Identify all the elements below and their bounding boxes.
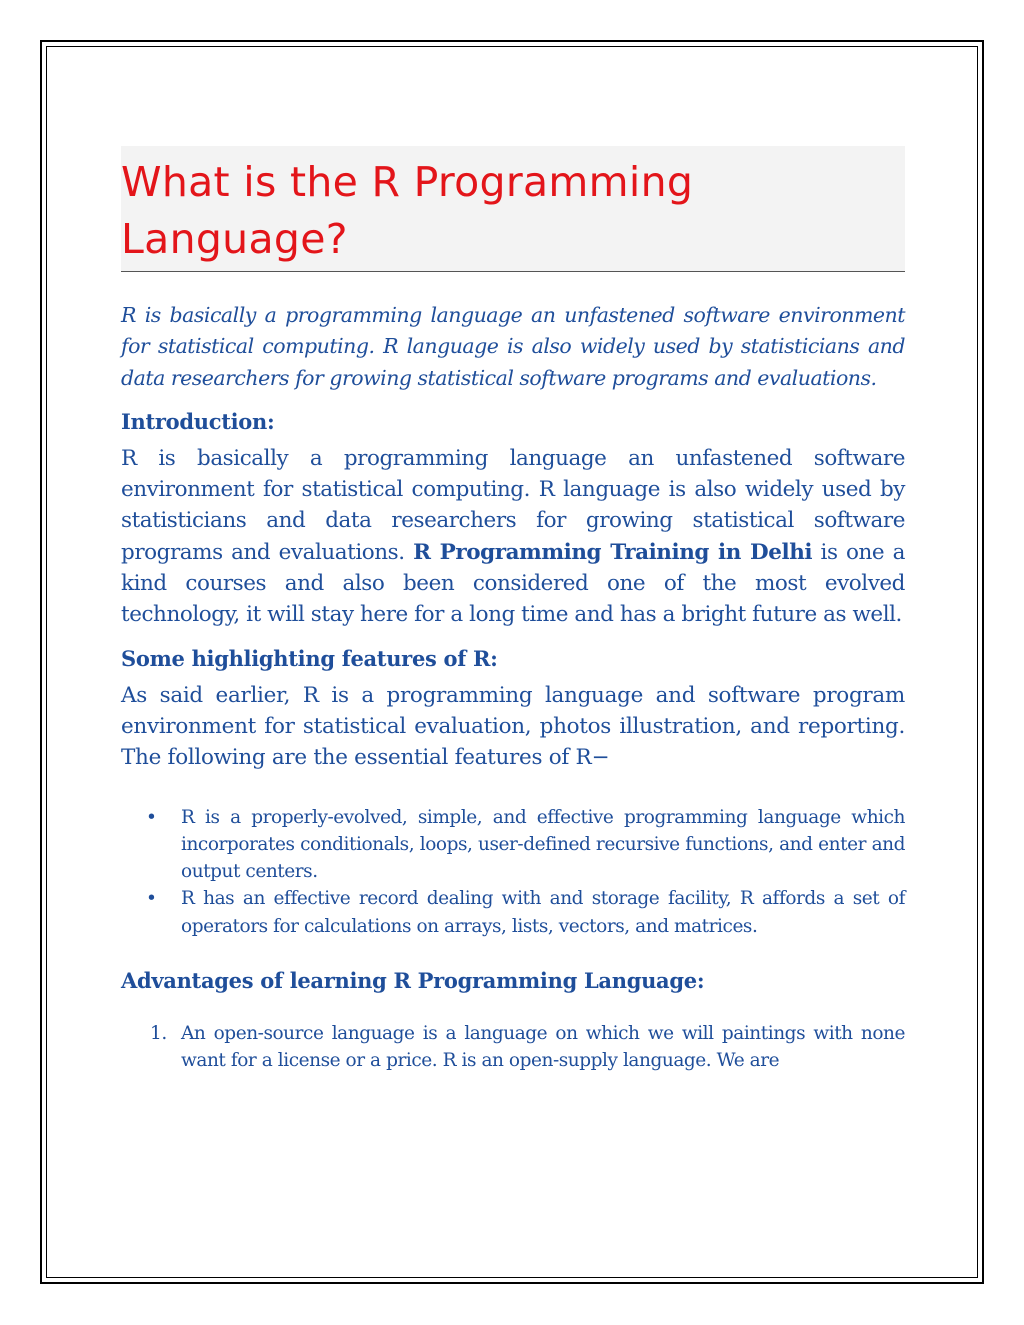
bullet-icon: • bbox=[146, 888, 157, 910]
introduction-heading: Introduction: bbox=[121, 408, 275, 434]
list-item bbox=[121, 885, 905, 940]
page-title: What is the R Programming Language? bbox=[121, 158, 694, 263]
intro-italic-paragraph: R is basically a programming language an unfastened software environment for statistical computing. R language is also widely used by statisticians and data researchers for growing statistical software programs and evaluations. bbox=[121, 303, 905, 390]
features-paragraph: As said earlier, R is a programming language and software program environment for statistical evaluation, photos illustration, and reporting. The following are the essential features of R− bbox=[121, 682, 905, 771]
title-box bbox=[121, 146, 905, 272]
introduction-text-after: is one a kind courses and also been considered one of the most evolved technology, it will stay here for a long time and has a bright future as well. bbox=[121, 539, 906, 628]
bullet-icon: • bbox=[146, 806, 157, 828]
advantages-heading: Advantages of learning R Programming Language: bbox=[121, 968, 705, 994]
list-item-text: R has an effective record dealing with and storage facility, R affords a set of operators for calculations on arrays, lists, vectors, and matrices. bbox=[181, 888, 905, 937]
features-heading: Some highlighting features of R: bbox=[121, 645, 498, 671]
list-number: 1. bbox=[150, 1023, 167, 1045]
advantages-list bbox=[121, 1020, 905, 1075]
document-content bbox=[121, 146, 905, 1075]
list-item bbox=[121, 804, 905, 886]
training-link[interactable]: R Programming Training in Delhi bbox=[413, 539, 813, 565]
introduction-paragraph bbox=[121, 443, 905, 631]
list-item-text: An open-source language is a language on which we will paintings with none want for a license or a price. R is an open-supply language. We are bbox=[181, 1023, 905, 1072]
list-item bbox=[121, 1020, 905, 1075]
introduction-text-before: R is basically a programming language an unfastened software environment for statistical computing. R language is also widely used by statisticians and data researchers for growing statistical software programs and evaluations. bbox=[121, 445, 905, 565]
list-item-text: R is a properly-evolved, simple, and effective programming language which incorporates conditionals, loops, user-defined recursive functions, and enter and output centers. bbox=[181, 806, 905, 883]
features-list bbox=[121, 804, 905, 940]
